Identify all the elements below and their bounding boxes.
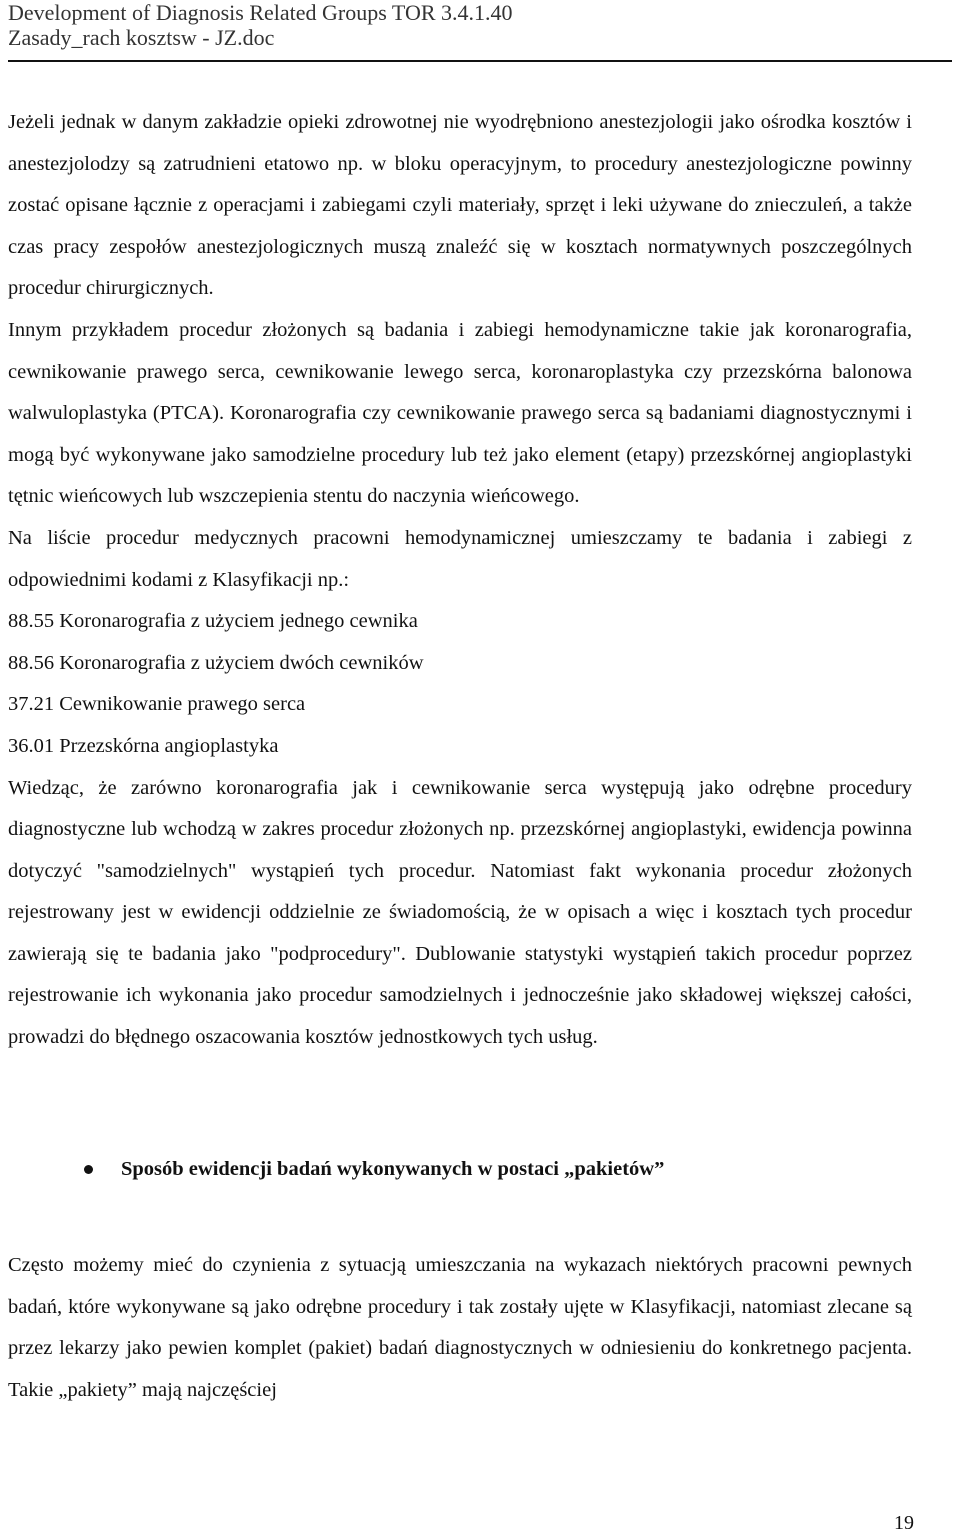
paragraph-procedure-list-intro: Na liście procedur medycznych pracowni hemodynamicznej umieszczamy te badania i zabiegi z odpowiednimi kodami z Klasyfikacji np.: bbox=[8, 526, 912, 591]
list-item: 36.01 Przezskórna angioplastyka bbox=[8, 734, 279, 757]
bullet-icon bbox=[84, 1165, 93, 1174]
section-heading: Sposób ewidencji badań wykonywanych w postaci „pakietów” bbox=[121, 1157, 665, 1180]
procedure-code-list bbox=[8, 601, 912, 767]
header-filename: Zasady_rach kosztsw - JZ.doc bbox=[8, 25, 275, 50]
list-item: 88.55 Koronarografia z użyciem jednego cewnika bbox=[8, 610, 418, 633]
page-header bbox=[8, 0, 952, 62]
paragraph-complex-procedures: Innym przykładem procedur złożonych są badania i zabiegi hemodynamiczne takie jak koronarografia, cewnikowanie prawego serca, cewnikowanie lewego serca, koronaroplastyka czy przezskórna balonowa walwuloplastyka (PTCA). Koronarografia czy cewnikowanie prawego serca są badaniami diagnostycznymi i mogą być wykonywane jako samodzielne procedury lub też jako element (etapy) przezskórnej angioplastyki tętnic wieńcowych lub wszczepienia stentu do naczynia wieńcowego. bbox=[8, 318, 912, 508]
paragraph-anesthesiology: Jeżeli jednak w danym zakładzie opieki zdrowotnej nie wyodrębniono anestezjologii jako ośrodka kosztów i anestezjolodzy są zatrudnieni etatowo np. w bloku operacyjnym, to procedury anestezjologiczne powinny zostać opisane łącznie z operacjami i zabiegami czyli materiały, sprzęt i leki używane do znieczuleń, a także czas pracy zespołów anestezjologicznych muszą znaleźć się w kosztach normatywnych poszczególnych procedur chirurgicznych. bbox=[8, 111, 912, 300]
header-title: Development of Diagnosis Related Groups TOR 3.4.1.40 bbox=[8, 0, 513, 25]
page-number: 19 bbox=[894, 1512, 914, 1534]
paragraph-packages: Często możemy mieć do czynienia z sytuacją umieszczania na wykazach niektórych pracowni pewnych badań, które wykonywane są jako odrębne procedury i tak zostały ujęte w Klasyfikacji, natomiast zlecane są przez lekarzy jako pewien komplet (pakiet) badań diagnostycznych w odniesieniu do konkretnego pacjenta. Takie „pakiety” mają najczęściej bbox=[8, 1254, 912, 1402]
paragraph-double-counting: Wiedząc, że zarówno koronarografia jak i cewnikowanie serca występują jako odrębne procedury diagnostyczne lub wchodzą w zakres procedur złożonych np. przezskórnej angioplastyki, ewidencja powinna dotyczyć "samodzielnych" wystąpień tych procedur. Natomiast fakt wykonania procedur złożonych rejestrowany jest w ewidencji oddzielnie ze świadomością, że w opisach a więc i kosztach tych procedur zawierają się te badania jako "podprocedury". Dublowanie statystyki wystąpień takich procedur poprzez rejestrowanie ich wykonania jako procedur samodzielnych i jednocześnie jako składowej większej całości, prowadzi do błędnego oszacowania kosztów jednostkowych tych usług. bbox=[8, 776, 912, 1049]
section-heading-bullet bbox=[8, 1149, 912, 1191]
list-item: 88.56 Koronarografia z użyciem dwóch cewników bbox=[8, 651, 424, 674]
list-item: 37.21 Cewnikowanie prawego serca bbox=[8, 693, 306, 716]
document-body bbox=[8, 102, 912, 1412]
